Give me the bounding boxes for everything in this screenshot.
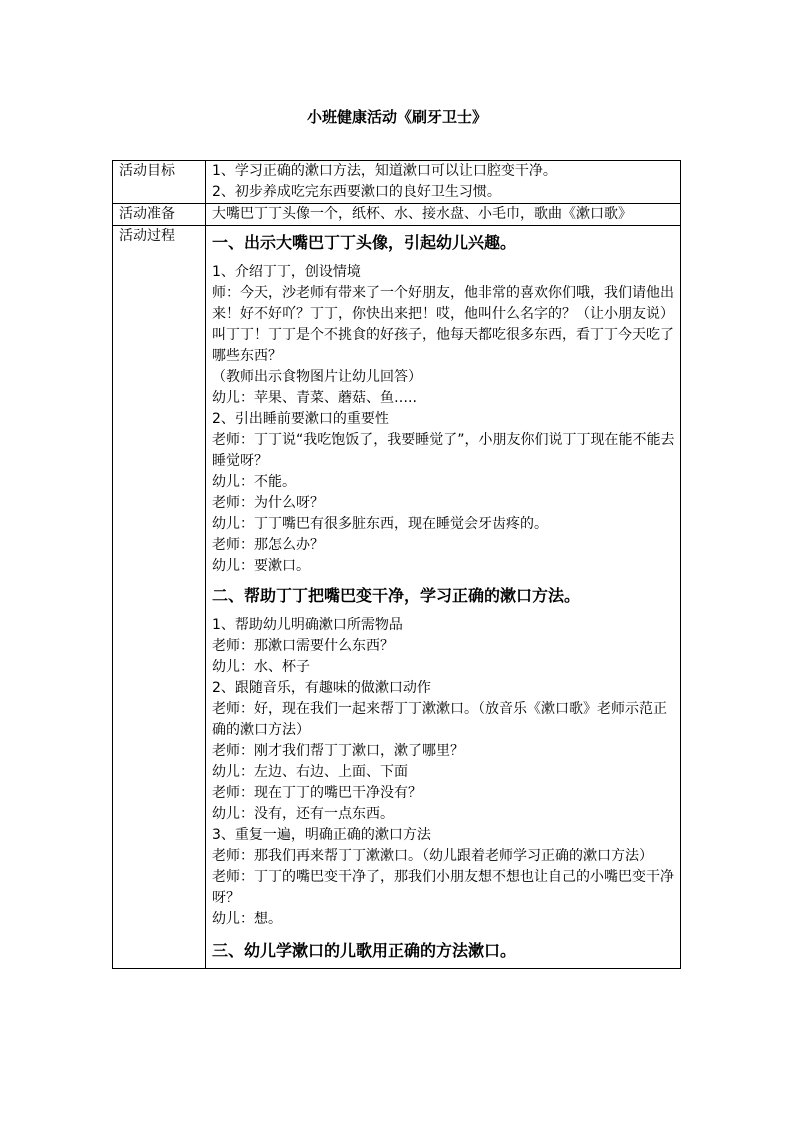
section-2-line: 老师：刚才我们帮丁丁漱口，漱了哪里？ [212,743,464,759]
section-2-line: 2、跟随音乐，有趣味的做漱口动作 [212,680,431,696]
section-1-line: 老师：丁丁说“我吃饱饭了，我要睡觉了”，小朋友你们说丁丁现在能不能去睡觉呀？ [212,432,675,469]
goals-row [113,161,681,204]
section-2-line: 幼儿：水、杯子 [212,659,310,675]
section-1-heading: 一、出示大嘴巴丁丁头像，引起幼儿兴趣。 [212,233,517,252]
section-2-line: 幼儿：想。 [212,911,282,927]
prep-row [113,204,681,226]
section-2-line: 1、帮助幼儿明确漱口所需物品 [212,617,403,633]
prep-content [206,204,681,226]
section-1-line: 幼儿：要漱口。 [212,558,310,574]
section-1-line: 幼儿：不能。 [212,474,296,490]
process-row [113,226,681,969]
document-title: 小班健康活动《刷牙卫士》 [306,108,487,126]
section-2-line: 3、重复一遍，明确正确的漱口方法 [212,827,431,843]
section-2-line: 幼儿：没有，还有一点东西。 [212,806,394,822]
section-1-line: 幼儿：丁丁嘴巴有很多脏东西，现在睡觉会牙齿疼的。 [212,516,548,532]
goal-line-2: 2、初步养成吃完东西要漱口的良好卫生习惯。 [212,184,501,200]
section-1-line: 1、介绍丁丁，创设情境 [212,264,361,280]
section-2-line: 老师：丁丁的嘴巴变干净了，那我们小朋友想不想也让自己的小嘴巴变干净呀？ [212,869,674,906]
prep-label: 活动准备 [113,204,206,226]
section-2-line: 老师：好，现在我们一起来帮丁丁漱漱口。（放音乐《漱口歌》老师示范正确的漱口方法） [212,701,667,738]
goals-label: 活动目标 [113,161,206,204]
section-1-line: 老师：那怎么办？ [212,537,324,553]
section-1-line: （教师出示食物图片让幼儿回答） [212,369,422,385]
section-2-heading: 二、帮助丁丁把嘴巴变干净，学习正确的漱口方法。 [212,586,581,605]
process-content [206,226,681,969]
section-1-line: 师：今天，沙老师有带来了一个好朋友，他非常的喜欢你们哦，我们请他出来！好不好吖？丁丁，你快出来把！哎，他叫什么名字的？（让小朋友说）叫丁丁！丁丁是个不挑食的好孩子，他每天都吃很多东西，看丁丁今天吃了哪些东西？ [212,285,674,364]
section-2-line: 老师：那漱口需要什么东西？ [212,638,394,654]
section-1-line: 幼儿：苹果、青菜、蘑菇、鱼….. [212,390,417,406]
prep-text: 大嘴巴丁丁头像一个，纸杯、水、接水盘、小毛巾，歌曲《漱口歌》 [212,206,632,222]
section-2-line: 老师：现在丁丁的嘴巴干净没有？ [212,785,422,801]
section-2-line: 幼儿：左边、右边、上面、下面 [212,764,408,780]
section-2-line: 老师：那我们再来帮丁丁漱漱口。（幼儿跟着老师学习正确的漱口方法） [212,848,653,864]
goals-content [206,161,681,204]
goal-line-1: 1、学习正确的漱口方法，知道漱口可以让口腔变干净。 [212,163,557,179]
process-label: 活动过程 [113,226,206,969]
lesson-plan-table [112,160,681,969]
section-1-line: 老师：为什么呀？ [212,495,324,511]
section-3-heading: 三、幼儿学漱口的儿歌用正确的方法漱口。 [212,941,517,960]
section-1-line: 2、引出睡前要漱口的重要性 [212,411,389,427]
